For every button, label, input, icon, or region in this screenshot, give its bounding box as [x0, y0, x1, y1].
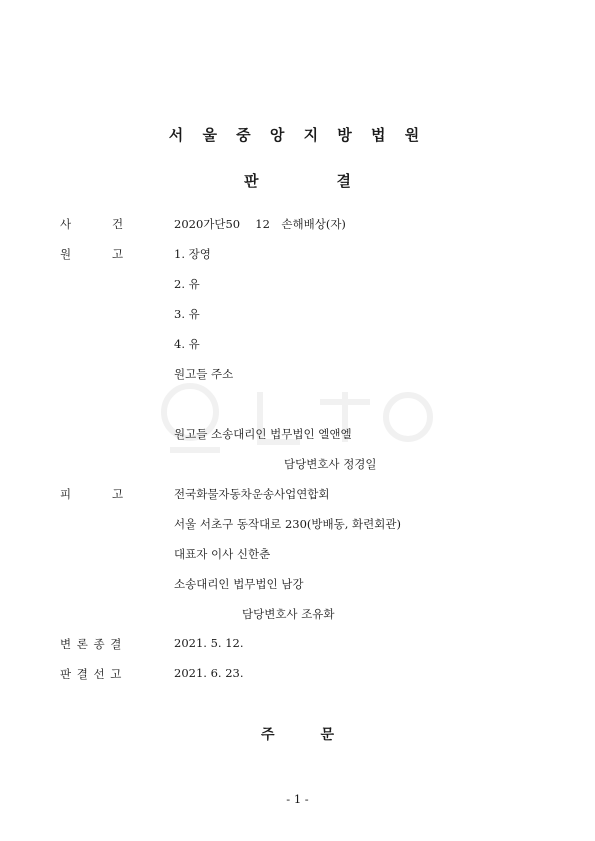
- closing-date: 2021. 5. 12.: [174, 636, 244, 650]
- order-title-right: 문: [320, 727, 335, 743]
- defendant-lawyer: 담당변호사 조유화: [242, 607, 335, 621]
- document-title-left: 판: [244, 172, 259, 190]
- court-name: 서 울 중 앙 지 방 법 원: [168, 126, 427, 144]
- defendant-address: 서울 서초구 동작대로 230(방배동, 화련회관): [174, 517, 401, 531]
- plaintiff-address-label: 원고들 주소: [174, 367, 234, 381]
- defendant-name: 전국화물자동차운송사업연합회: [174, 487, 330, 501]
- judgment-date: 2021. 6. 23.: [174, 666, 244, 680]
- case-value: 2020가단50 12 손해배상(자): [174, 217, 346, 231]
- plaintiff-lawyer: 담당변호사 정경일: [284, 457, 377, 471]
- document-title: [0, 170, 595, 191]
- watermark-logo: [150, 372, 450, 462]
- document-title-right: 결: [336, 172, 351, 190]
- defendant-attorney: 소송대리인 법무법인 남강: [174, 577, 304, 591]
- defendant-representative: 대표자 이사 신한춘: [174, 547, 271, 561]
- plaintiff-item: 2. 유: [174, 277, 200, 291]
- order-title: [0, 724, 595, 744]
- plaintiff-item: 3. 유: [174, 307, 200, 321]
- judgment-label: 판 결 선 고: [60, 667, 123, 681]
- document-page: 서 울 중 앙 지 방 법 원 판 결 사 건 2020가단50 12 손해배상(자) 원 고 1. 장영 2. 유 3. 유 4. 유 원고들 주소 원고들 소송대리인 법무법인 엘앤엘 담당변호사 정경일 피 고 전국화물자동차운송사업연합회 서울 서초구 동작대로 230(방배동, 화련회관) 대표자 이사 신한춘 소송대리인 법무법인 남강 담당변호사 조유화 변 론 종 결 2021. 5. 12. 판 결 선 고 2021. 6. 23. 주 문 - 1 -: [0, 0, 595, 841]
- order-title-left: 주: [260, 727, 275, 743]
- closing-label: 변 론 종 결: [60, 637, 123, 651]
- page-number: - 1 -: [286, 792, 309, 806]
- plaintiff-item: 1. 장영: [174, 247, 211, 261]
- plaintiff-item: 4. 유: [174, 337, 200, 351]
- plaintiff-attorney: 원고들 소송대리인 법무법인 엘앤엘: [174, 427, 352, 441]
